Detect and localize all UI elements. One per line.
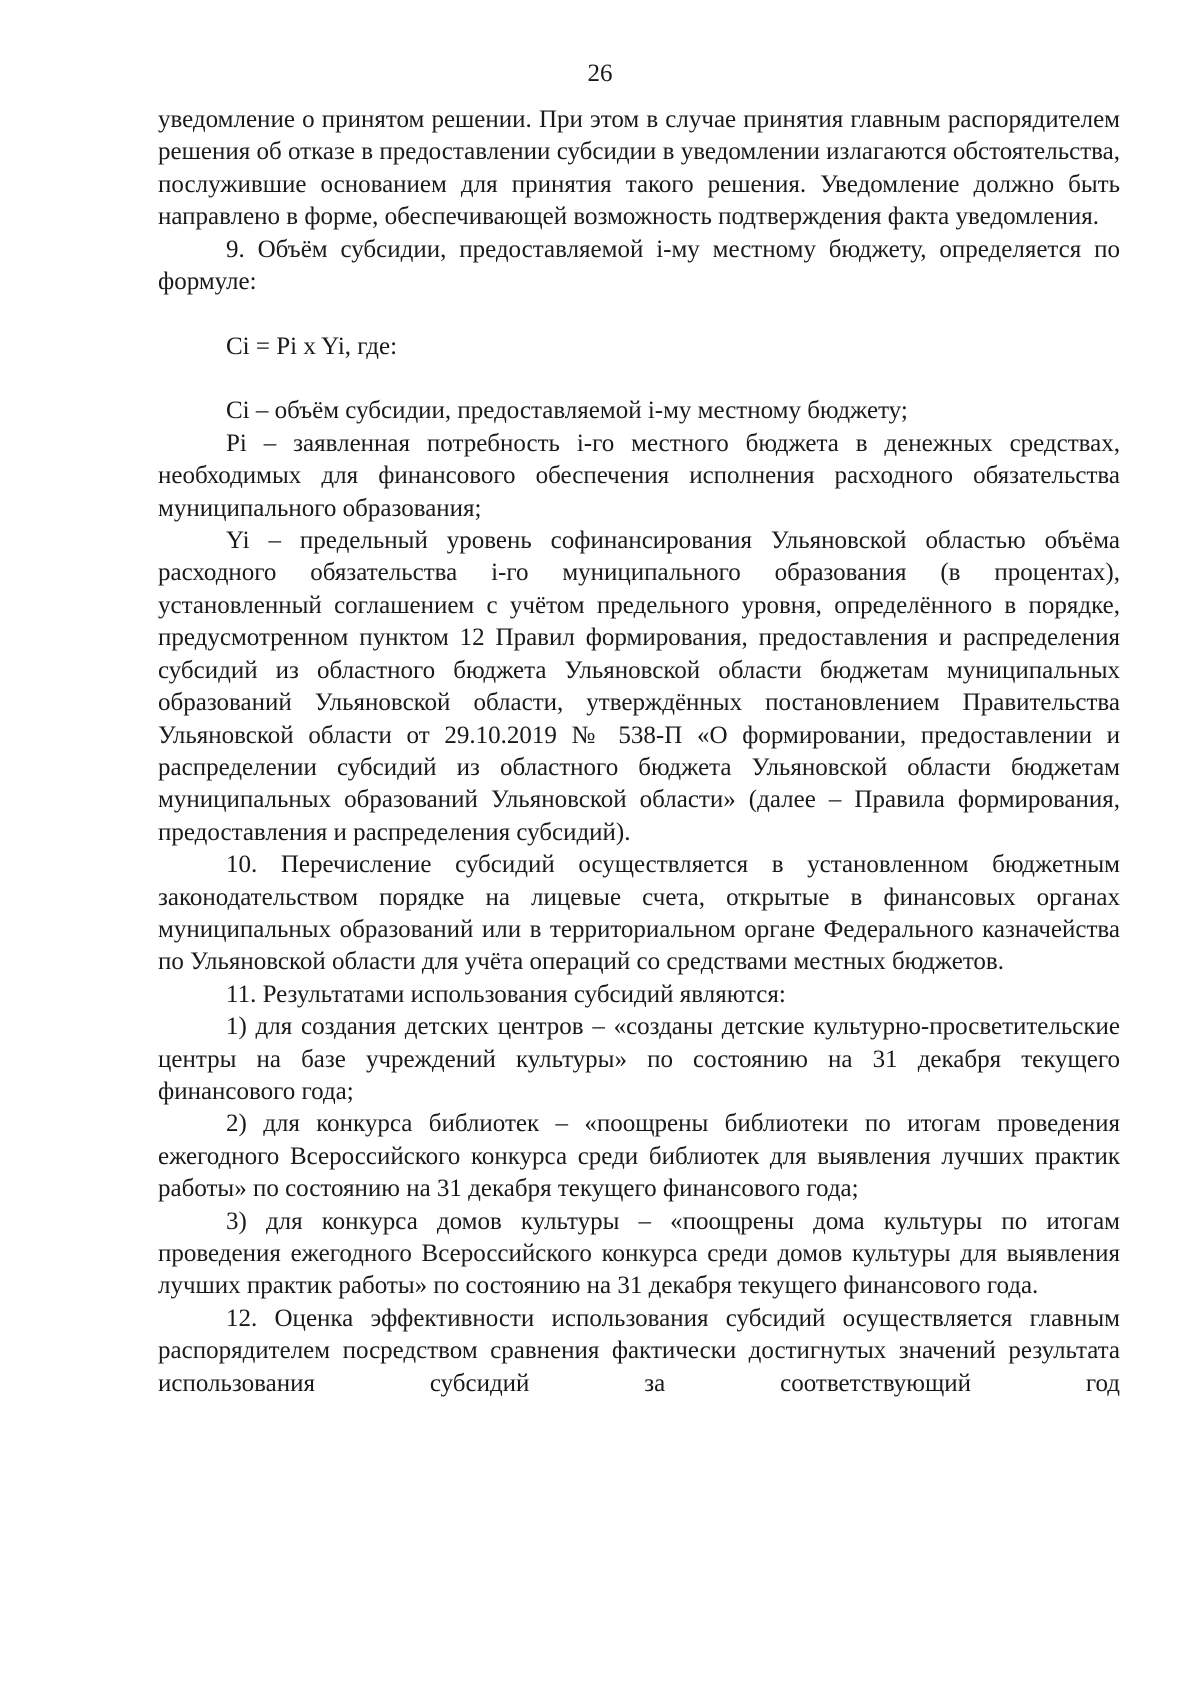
definition-ci: Ci – объём субсидии, предоставляемой i-му местному бюджету; bbox=[226, 397, 908, 425]
page-number: 26 bbox=[587, 60, 613, 87]
paragraph-12: 12. Оценка эффективности использования субсидий осуществляется главным распорядителем посредством сравнения фактически достигнутых значений результата использования субсидий за соответствующий год bbox=[158, 1304, 1120, 1397]
document-body bbox=[158, 104, 1120, 1400]
definition-yi: Yi – предельный уровень софинансирования Ульяновской областью объёма расходного обязательства i-го муниципального образования (в процентах), установленный соглашением с учётом предельного уровня, определённого в порядке, предусмотренном пунктом 12 Правил формирования, предоставления и распределения субсидий из областного бюджета Ульяновской области бюджетам муниципальных образований Ульяновской области, утверждённых постановлением Правительства Ульяновской области от 29.10.2019 № 538-П «О формировании, предоставлении и распределении субсидий из областного бюджета Ульяновской области бюджетам муниципальных образований Ульяновской области» (далее – Правила формирования, предоставления и распределения субсидий). bbox=[158, 527, 1120, 846]
paragraph-notification: уведомление о принятом решении. При этом в случае принятия главным распорядителем решения об отказе в предоставлении субсидии в уведомлении излагаются обстоятельства, послужившие основанием для принятия такого решения. Уведомление должно быть направлено в форме, обеспечивающей возможность подтверждения факта уведомления. bbox=[158, 106, 1120, 231]
paragraph-10: 10. Перечисление субсидий осуществляется в установленном бюджетным законодательством порядке на лицевые счета, открытые в финансовых органах муниципальных образований или в территориальном органе Федерального казначейства по Ульяновской области для учёта операций со средствами местных бюджетов. bbox=[158, 851, 1120, 976]
paragraph-11-item-1: 1) для создания детских центров – «созданы детские культурно-просветительские центры на базе учреждений культуры» по состоянию на 31 декабря текущего финансового года; bbox=[158, 1013, 1120, 1105]
paragraph-11-item-2: 2) для конкурса библиотек – «поощрены библиотеки по итогам проведения ежегодного Всероссийского конкурса среди библиотек для выявления лучших практик работы» по состоянию на 31 декабря текущего финансового года; bbox=[158, 1110, 1120, 1203]
definition-pi: Pi – заявленная потребность i-го местного бюджета в денежных средствах, необходимых для финансового обеспечения исполнения расходного обязательства муниципального образования; bbox=[158, 429, 1120, 522]
paragraph-11-item-3: 3) для конкурса домов культуры – «поощрены дома культуры по итогам проведения ежегодного Всероссийского конкурса среди домов культуры для выявления лучших практик работы» по состоянию на 31 декабря текущего финансового года. bbox=[158, 1207, 1120, 1300]
paragraph-9: 9. Объём субсидии, предоставляемой i-му местному бюджету, определяется по формуле: bbox=[158, 235, 1120, 296]
paragraph-11: 11. Результатами использования субсидий являются: bbox=[226, 980, 786, 1008]
formula: Ci = Pi x Yi, где: bbox=[226, 333, 398, 361]
